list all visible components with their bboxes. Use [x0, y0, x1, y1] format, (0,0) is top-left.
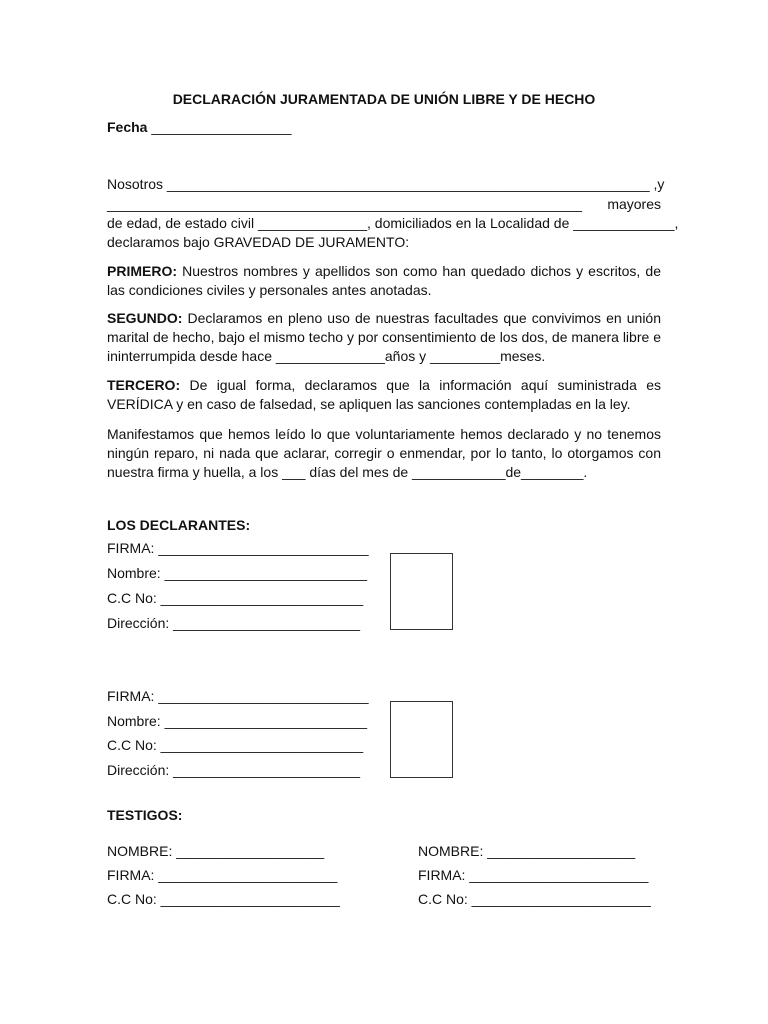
intro-line-3: de edad, de estado civil ______________, domiciliados en la Localidad de _____________,	[107, 215, 679, 231]
declarantes-heading: LOS DECLARANTES:	[107, 517, 251, 533]
testigo1-firma: FIRMA: _______________________	[107, 867, 338, 883]
intro-line-2: _____________________________________________________________ mayores	[107, 196, 661, 212]
declarante2-direccion: Dirección: ________________________	[107, 762, 360, 778]
intro-line-4: declaramos bajo GRAVEDAD DE JURAMENTO:	[107, 234, 410, 250]
fecha-blank: __________________	[151, 119, 292, 135]
testigos-heading: TESTIGOS:	[107, 807, 183, 823]
clause-primero-label: PRIMERO:	[107, 263, 177, 279]
testigo1-nombre: NOMBRE: ___________________	[107, 843, 325, 859]
declarante1-firma: FIRMA: ___________________________	[107, 540, 369, 556]
declarante2-firma: FIRMA: ___________________________	[107, 688, 369, 704]
declarante2-cc: C.C No: __________________________	[107, 737, 364, 753]
clause-segundo-text: Declaramos en pleno uso de nuestras facultades que convivimos en unión marital de hecho, bajo el mismo techo y por consentimiento de los dos, de manera libre e ininterrumpida desde hace ______________años y _________meses.	[107, 310, 661, 364]
fecha-label: Fecha	[107, 119, 148, 135]
document-title: DECLARACIÓN JURAMENTADA DE UNIÓN LIBRE Y DE HECHO	[172, 91, 596, 107]
declarante1-nombre: Nombre: __________________________	[107, 565, 368, 581]
clause-tercero-label: TERCERO:	[107, 377, 181, 393]
manifestamos-paragraph: Manifestamos que hemos leído lo que voluntariamente hemos declarado y no tenemos ningún reparo, ni nada que aclarar, corregir o enmendar, por lo tanto, lo otorgamos con nuestra firma y huella, a los ___ días del mes de ____________de________.	[107, 426, 661, 480]
clause-primero	[107, 262, 661, 300]
clause-primero-text: Nuestros nombres y apellidos son como han quedado dichos y escritos, de las condiciones civiles y personales antes anotadas.	[107, 263, 661, 298]
fecha-line	[107, 119, 292, 135]
declarante1-cc: C.C No: __________________________	[107, 590, 364, 606]
fingerprint-box-2	[390, 701, 453, 778]
clause-segundo-label: SEGUNDO:	[107, 310, 183, 326]
clause-tercero	[107, 376, 661, 414]
clause-segundo	[107, 309, 661, 366]
declarante2-nombre: Nombre: __________________________	[107, 713, 368, 729]
testigo1-cc: C.C No: _______________________	[107, 891, 340, 907]
testigo2-cc: C.C No: _______________________	[418, 891, 651, 907]
intro-line-1: Nosotros ______________________________________________________________ ,y	[107, 176, 665, 192]
testigo2-nombre: NOMBRE: ___________________	[418, 843, 636, 859]
fingerprint-box-1	[390, 553, 453, 630]
declarante1-direccion: Dirección: ________________________	[107, 615, 360, 631]
clause-tercero-text: De igual forma, declaramos que la información aquí suministrada es VERÍDICA y en caso de falsedad, se apliquen las sanciones contempladas en la ley.	[107, 377, 661, 412]
testigo2-firma: FIRMA: _______________________	[418, 867, 649, 883]
